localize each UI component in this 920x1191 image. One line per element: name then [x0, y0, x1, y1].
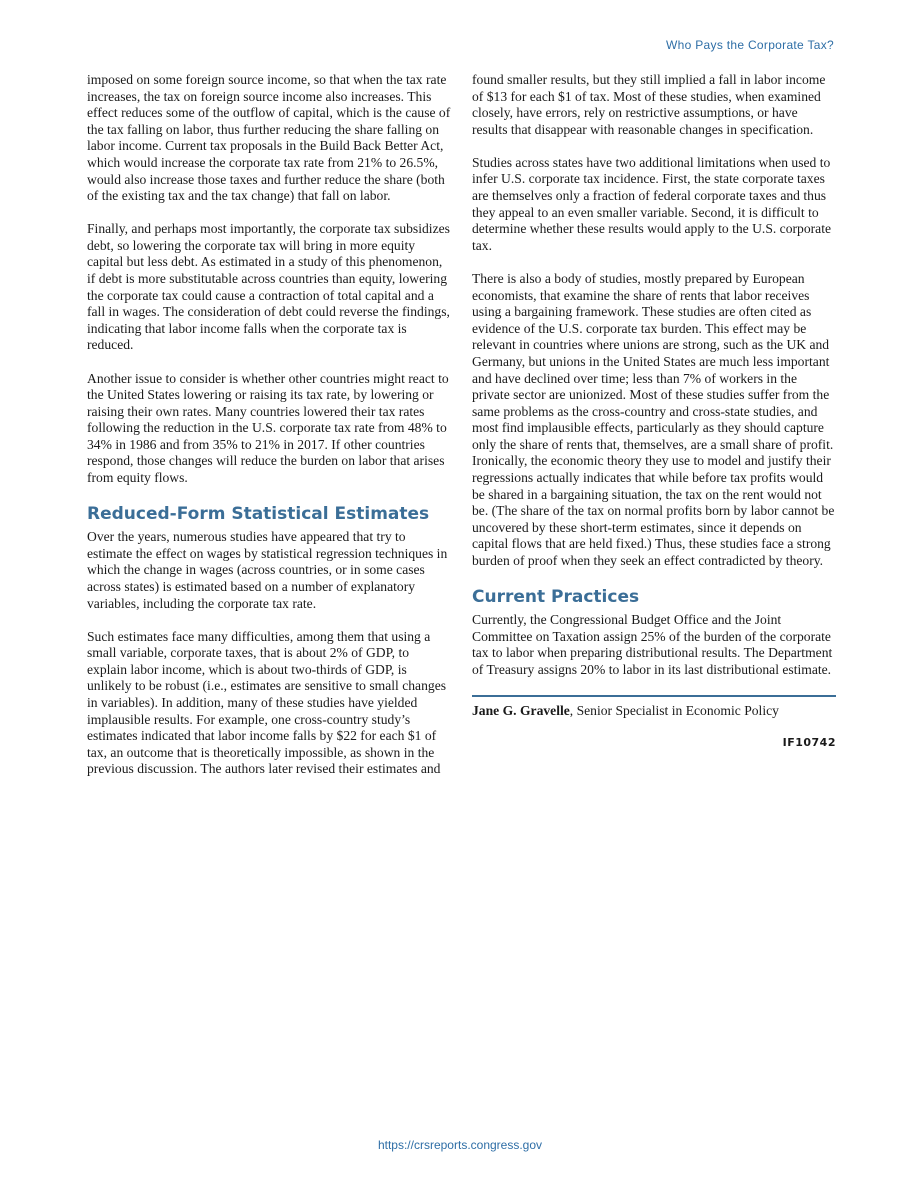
- report-id: IF10742: [782, 736, 836, 750]
- body-paragraph: found smaller results, but they still implied a fall in labor income of $13 for each $1 of tax. Most of these studies, when examined closely, have errors, rely on restrictive assumptions, or have results that disappear with reasonable changes in specification.: [472, 72, 826, 137]
- body-paragraph: Currently, the Congressional Budget Office and the Joint Committee on Taxation assign 25% of the burden of the corporate tax to labor when preparing distributional results. The Department of Treasury assigns 20% to labor in its last distributional estimate.: [472, 612, 833, 677]
- body-paragraph: Over the years, numerous studies have appeared that try to estimate the effect on wages by statistical regression techniques in which the change in wages (across countries, or in some cases across states) is estimated based on a number of explanatory variables, including the corporate tax rate.: [87, 529, 448, 611]
- author-title: , Senior Specialist in Economic Policy: [569, 703, 779, 718]
- section-heading-current-practices: Current Practices: [472, 587, 640, 608]
- right-column: [472, 72, 836, 749]
- running-header-title: Who Pays the Corporate Tax?: [666, 38, 834, 52]
- body-paragraph: Finally, and perhaps most importantly, the corporate tax subsidizes debt, so lowering the corporate tax will bring in more equity capital but less debt. As estimated in a study of this phenomenon, if debt is more substitutable across countries than equity, lowering the corporate tax could cause a contraction of total capital and a fall in wages. The consideration of debt could reverse the findings, indicating that labor income falls when the corporate tax is reduced.: [87, 221, 450, 353]
- body-paragraph: Such estimates face many difficulties, among them that using a small variable, corporate taxes, that is about 2% of GDP, to explain labor income, which is about two-thirds of GDP, is unlikely to be robust (i.e., estimates are sensitive to small changes in variables). In addition, many of these studies have yielded implausible results. For example, one cross-country study’s estimates indicated that labor income falls by $22 for each $1 of tax, an outcome that is theoretically impossible, as shown in the previous discussion. The authors later revised their estimates and: [87, 628, 447, 777]
- author-divider: [472, 695, 836, 697]
- body-paragraph: imposed on some foreign source income, so that when the tax rate increases, the tax on foreign source income also increases. This effect reduces some of the outflow of capital, which is the cause of the tax falling on labor, thus further reducing the share falling on labor income. Current tax proposals in the Build Back Better Act, which would increase the corporate tax rate from 21% to 26.5%, would also increase those taxes and further reduce the share (both of the existing tax and the tax change) that fall on labor.: [87, 72, 451, 204]
- author-name: Jane G. Gravelle: [472, 703, 570, 718]
- author-line: [472, 703, 836, 720]
- body-paragraph: Another issue to consider is whether other countries might react to the United States lowering or raising its tax rate, by lowering or raising their own rates. Many countries lowered their tax rates following the reduction in the U.S. corporate tax rate from 48% to 34% in 1986 and from 35% to 21% in 2017. If other countries respond, those changes will reduce the burden on labor that arises from equity flows.: [87, 370, 449, 486]
- body-paragraph: Studies across states have two additional limitations when used to infer U.S. corporate tax incidence. First, the state corporate taxes are themselves only a fraction of federal corporate taxes and thus they appeal to an even smaller variable. Second, it is difficult to determine whether these results would apply to the U.S. corporate tax.: [472, 154, 831, 253]
- section-heading-reduced-form: Reduced-Form Statistical Estimates: [87, 504, 430, 525]
- footer-url-link[interactable]: https://crsreports.congress.gov: [377, 1138, 543, 1152]
- body-paragraph: There is also a body of studies, mostly prepared by European economists, that examine the share of rents that labor receives using a bargaining framework. These studies are often cited as evidence of the U.S. corporate tax burden. This effect may be relevant in countries where unions are strong, such as the UK and Germany, but unions in the United States are much less important and have declined over time; less than 7% of workers in the private sector are unionized. Most of these studies suffer from the same problems as the cross-country and cross-state studies, and most find implausible effects, particularly as they should capture only the share of rents that, themselves, are a small share of profit. Ironically, the economic theory they use to model and justify their regressions actually indicates that while before tax profits would be shared in a bargaining situation, the tax on the rent would not be. (The share of the tax on normal profits born by labor cannot be uncovered by these short-term estimates, since it depends on capital flows that are held fixed.) Thus, these studies face a strong burden of proof when they seek an effect contradicted by theory.: [472, 270, 835, 569]
- left-column: [87, 72, 451, 794]
